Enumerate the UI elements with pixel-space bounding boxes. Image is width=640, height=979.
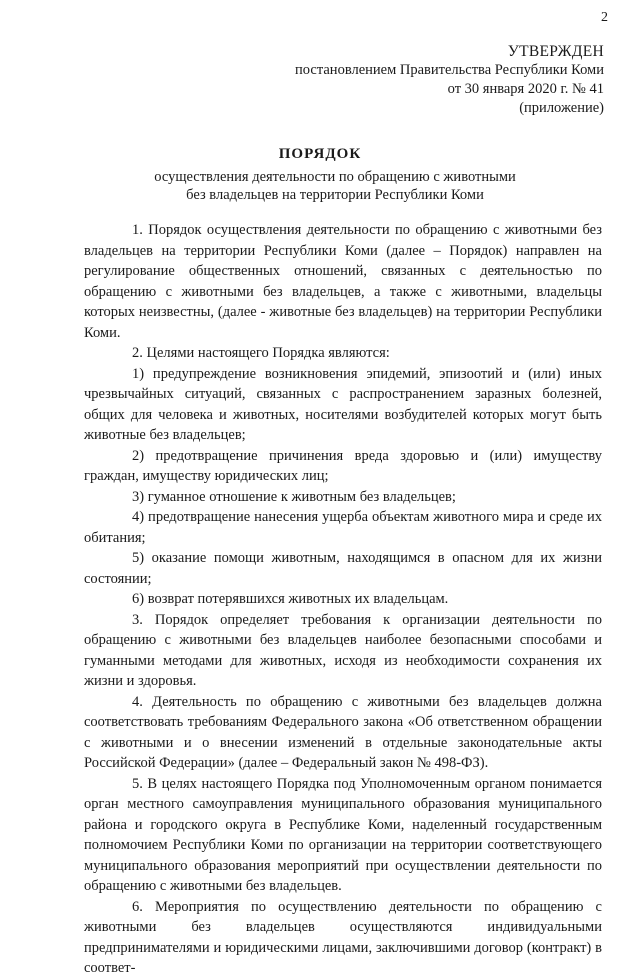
paragraph-6: 6. Мероприятия по осуществлению деятельности по обращению с животными без владельцев осуществляются индивидуальными предпринимателями и юридическими лицами, заключившими договор (контракт) в соответ- [84, 898, 602, 976]
paragraph-2-item-5: 5) оказание помощи животным, находящимся в опасном для их жизни состоянии; [84, 550, 602, 587]
approval-title: УТВЕРЖДЕН [507, 43, 604, 60]
paragraph-4: 4. Деятельность по обращению с животными без владельцев должна соответствовать требованиям Федерального закона «Об ответственном обращении с животными и о внесении изменений в отдельные законодательные акты Российской Федерации» (далее – Федеральный закон № 498-ФЗ). [84, 693, 602, 771]
subtitle-line-1: осуществления деятельности по обращению с животными [154, 169, 516, 185]
approval-line-1: постановлением Правительства Республики Коми [295, 62, 604, 78]
approval-stamp [295, 42, 604, 118]
document-body [84, 220, 602, 979]
approval-line-2: от 30 января 2020 г. № 41 [447, 81, 604, 97]
paragraph-3: 3. Порядок определяет требования к организации деятельности по обращению с животными без владельцев наиболее безопасными способами и гуманными методами для животных, исходя из необходимости сохранения их жизни и здоровья. [84, 611, 602, 689]
paragraph-5: 5. В целях настоящего Порядка под Уполномоченным органом понимается орган местного самоуправления муниципального образования муниципального района и городского округа в Республике Коми, наделенный государственным полномочием Республики Коми по организации на территории соответствующего муниципального образования мероприятий при осуществлении деятельности по обращению с животными без владельцев. [84, 775, 602, 894]
subtitle-line-2: без владельцев на территории Республики Коми [186, 187, 484, 203]
document-title: ПОРЯДОК [278, 146, 362, 162]
paragraph-2-item-3: 3) гуманное отношение к животным без владельцев; [132, 488, 456, 505]
paragraph-2-item-1: 1) предупреждение возникновения эпидемий, эпизоотий и (или) иных чрезвычайных ситуаций, связанных с распространением заразных болезней, общих для человека и животных, носителями возбудителей которых могут быть животные без владельцев; [84, 365, 602, 443]
document-subtitle [100, 168, 570, 204]
page-number: 2 [601, 10, 608, 25]
paragraph-2: 2. Целями настоящего Порядка являются: [132, 345, 390, 361]
paragraph-2-item-2: 2) предотвращение причинения вреда здоровью и (или) имуществу граждан, имуществу юридических лиц; [84, 447, 602, 484]
paragraph-1: 1. Порядок осуществления деятельности по обращению с животными без владельцев на территории Республики Коми (далее – Порядок) направлен на регулирование общественных отношений, связанных с деятельностью по обращению с животными без владельцев, а также с животными, владельцы которых неизвестны, (далее - животные без владельцев) на территории Республики Коми. [84, 222, 602, 341]
paragraph-2-item-4: 4) предотвращение нанесения ущерба объектам животного мира и среде их обитания; [84, 509, 602, 546]
approval-line-3: (приложение) [519, 100, 604, 116]
paragraph-2-item-6: 6) возврат потерявшихся животных их владельцам. [132, 591, 449, 607]
